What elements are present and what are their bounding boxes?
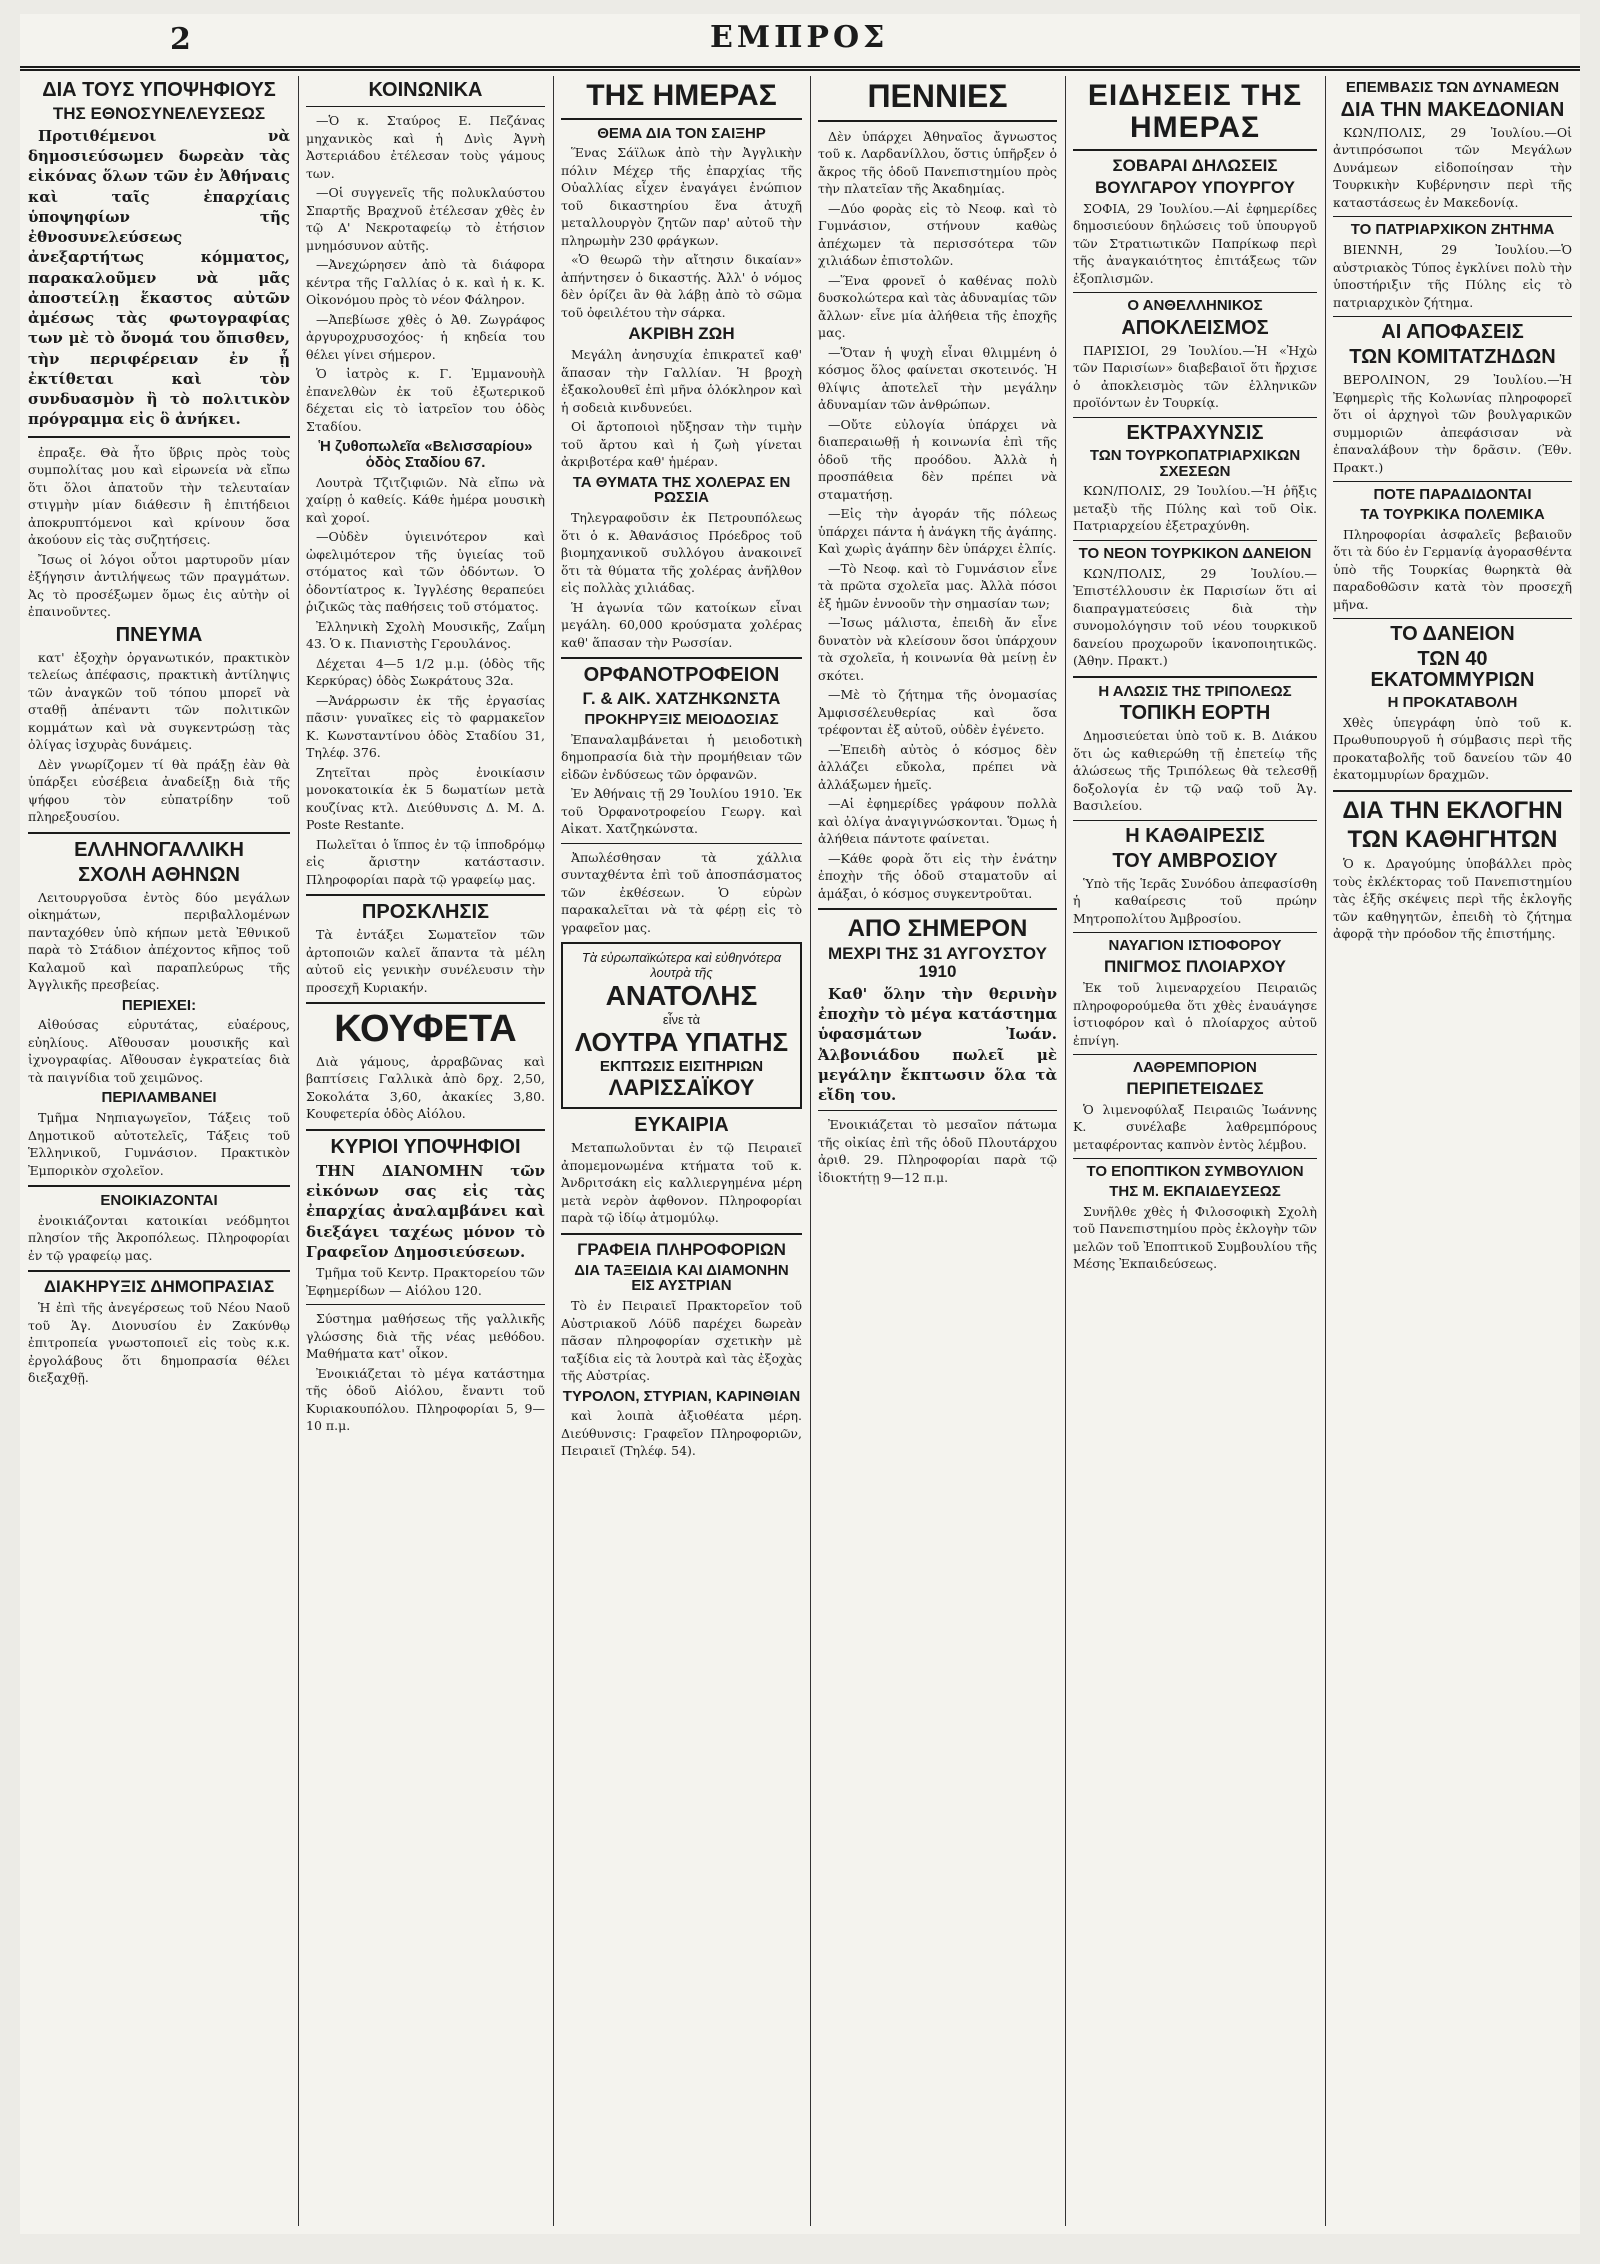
divider xyxy=(1333,316,1572,317)
newspaper-title: ΕΜΠΡΟΣ xyxy=(710,20,889,55)
headline: ΤΩΝ ΚΑΘΗΓΗΤΩΝ xyxy=(1347,825,1558,853)
subheading: ΠΡΟΚΗΡΥΞΙΣ ΜΕΙΟΔΟΣΙΑΣ xyxy=(584,710,779,728)
headline: ΤΗΣ ΕΘΝΟΣΥΝΕΛΕΥΣΕΩΣ xyxy=(52,104,266,123)
article-text: Ὁ λιμενοφύλαξ Πειραιῶς Ἰωάννης Κ. συνέλαβε λαθρεμπόρους μεταφέροντας καπνὸν ἐντὸς λέμβου. xyxy=(1073,1101,1317,1152)
subheading: ΠΟΤΕ ΠΑΡΑΔΙΔΟΝΤΑΙ xyxy=(1373,486,1532,503)
headline: ΔΙΑ ΤΟΥΣ ΥΠΟΨΗΦΙΟΥΣ xyxy=(42,79,276,101)
article-text: Ἐπαναλαμβάνεται ἡ μειοδοτικὴ δημοπρασία διὰ τὴν προμήθειαν τῶν εἰδῶν ἐνδύσεως τῶν ὀρφανῶν. xyxy=(561,731,802,782)
headline: ΠΕΡΙΠΕΤΕΙΩΔΕΣ xyxy=(1126,1078,1264,1098)
column-1 xyxy=(20,76,298,2226)
article-text: Ἐνοικιάζεται τὸ μεσαῖον πάτωμα τῆς οἰκίας ἐπὶ τῆς ὁδοῦ Πλουτάρχου ἀριθ. 29. Πληροφορίαι παρὰ τῷ ἰδιοκτήτῃ 9—12 π.μ. xyxy=(818,1117,1057,1185)
article-text: ἐνοικιάζονται κατοικίαι νεόδμητοι πλησίον τῆς Ἀκροπόλεως. Πληροφορίαι ἐν τῷ γραφείῳ μας. xyxy=(28,1212,290,1263)
headline: ΕΥΚΑΙΡΙΑ xyxy=(634,1114,729,1137)
article-text: —Μὲ τὸ ζήτημα τῆς ὀνομασίας Ἀμφισσέλευθερίας καὶ ὅσα τρέφονται ἐξ αὐτοῦ, οὐδὲν ἐγένετο. xyxy=(818,687,1057,738)
article-text: ΚΩΝ/ΠΟΛΙΣ, 29 Ἰουλίου.—Ἡ ῥῆξις μεταξὺ τῆς Πύλης καὶ τοῦ Οἰκ. Πατριαρχείου ἐξετραχύνθη. xyxy=(1073,483,1317,534)
article-text: Δὲν γνωρίζομεν τί θὰ πράξῃ ἐὰν θὰ ὑπάρξει εὐσέβεια ἀναδείξῃ διὰ τῆς ψήφου τὸν εὐπατρίδην τοῦ πληρεξουσίου. xyxy=(28,756,290,825)
headline: ΚΥΡΙΟΙ ΥΠΟΨΗΦΙΟΙ xyxy=(330,1135,521,1158)
subheading: ΠΕΡΙΛΑΜΒΑΝΕΙ xyxy=(101,1089,217,1107)
headline: ΜΕΧΡΙ ΤΗΣ 31 ΑΥΓΟΥΣΤΟΥ 1910 xyxy=(828,944,1047,982)
divider xyxy=(1333,790,1572,792)
ad-line: ΛΑΡΙΣΣΑΪΚΟΥ xyxy=(608,1075,755,1101)
headline: ΕΛΛΗΝΟΓΑΛΛΙΚΗ xyxy=(74,838,244,861)
subheading: ΤΟ ΠΑΤΡΙΑΡΧΙΚΟΝ ΖΗΤΗΜΑ xyxy=(1350,221,1555,239)
headline: ΚΟΙΝΩΝΙΚΑ xyxy=(368,79,483,101)
divider xyxy=(818,1110,1057,1111)
article-text: ΚΩΝ/ΠΟΛΙΣ, 29 Ἰουλίου.—Ἐπιστέλλουσιν ἐκ Παρισίων ὅτι αἱ διαπραγματεύσεις διὰ τὴν συνομολόγησιν τοῦ νέου τουρκικοῦ δανείου προχωροῦν ἱκανοποιητικῶς. (Ἀθην. Πρακτ.) xyxy=(1073,565,1317,669)
article-text: —Τὸ Νεοφ. καὶ τὸ Γυμνάσιον εἶνε τὰ πρῶτα σχολεῖα μας. Ἀλλὰ πόσοι ἐξ ἡμῶν ἐννοοῦν τὴν σημασίαν των; xyxy=(818,560,1057,611)
article-text: Τμῆμα τοῦ Κεντρ. Πρακτορείου τῶν Ἐφημερίδων — Αἰόλου 120. xyxy=(306,1265,545,1298)
article-text: Ἀπωλέσθησαν τὰ χάλλια συνταχθέντα ἐπὶ τοῦ ἀποσπάσματος τῶν ἐκθέσεων. Ὁ εὑρὼν παρακαλεῖται νὰ τὰ φέρῃ εἰς τὸ γραφεῖον μας. xyxy=(561,849,802,935)
headline: Γ. & ΑΙΚ. ΧΑΤΖΗΚΩΝΣΤΑ xyxy=(582,689,781,709)
headline: ΤΗΣ ΗΜΕΡΑΣ xyxy=(586,79,777,112)
subheading: ΤΗΣ Μ. ΕΚΠΑΙΔΕΥΣΕΩΣ xyxy=(1109,1182,1281,1200)
page-number: 2 xyxy=(170,22,191,57)
divider xyxy=(306,1002,545,1004)
headline: ΠΕΝΝΙΕΣ xyxy=(867,78,1008,114)
divider xyxy=(1073,417,1317,418)
article-text: —Οἱ συγγενεῖς τῆς πολυκλαύστου Σπαρτῆς Βραχνοῦ ἐτέλεσαν χθὲς ἐν τῷ Α' Νεκροταφείῳ τὸ ἐτήσιον μνημόσυνον αὐτῆς. xyxy=(306,185,545,253)
advertisement-box xyxy=(561,942,802,1109)
ad-line: ΑΝΑΤΟΛΗΣ xyxy=(605,980,758,1012)
article-text: ἐπραξε. Θὰ ἦτο ὕβρις πρὸς τοὺς συμπολίτας μου καὶ εἰρωνεία νὰ εἴπω ὅτι ὅλοι ἀπατοῦν τὴν τελευταίαν στιγμὴν μίαν διάθεσιν ἢ ἐπιτήδειοι ἀποκρυπτόμενοι καὶ κρίνουν ὅσα ἀκούουν εἰς τὰς συζητήσεις. xyxy=(28,444,290,548)
column-2 xyxy=(298,76,553,2226)
article-text: Οἱ ἄρτοποιοὶ ηὔξησαν τὴν τιμὴν τοῦ ἄρτου καὶ ἡ ζωὴ γίνεται ἀκριβοτέρα καθ' ἡμέραν. xyxy=(561,419,802,470)
headline: ΓΡΑΦΕΙΑ ΠΛΗΡΟΦΟΡΙΩΝ xyxy=(577,1239,786,1259)
headline: ΑΙ ΑΠΟΦΑΣΕΙΣ xyxy=(1381,321,1524,343)
article-text: —Κάθε φορὰ ὅτι εἰς τὴν ἐνάτην ἐποχὴν τῆς ὁδοῦ σταματοῦν αἱ ἁμάξαι, ὁ κόσμος συγκεντροῦται. xyxy=(818,850,1057,901)
subheading: Η ΠΡΟΚΑΤΑΒΟΛΗ xyxy=(1387,694,1518,711)
subheading: ΤΑ ΘΥΜΑΤΑ ΤΗΣ ΧΟΛΕΡΑΣ ΕΝ ΡΩΣΣΙΑ xyxy=(572,473,791,507)
headline: ΑΠΟ ΣΗΜΕΡΟΝ xyxy=(847,915,1028,943)
headline: ΑΚΡΙΒΗ ΖΩΗ xyxy=(628,324,735,344)
article-text: Ὑπὸ τῆς Ἱερᾶς Συνόδου ἀπεφασίσθη ἡ καθαίρεσις τοῦ πρώην Μητροπολίτου Ἀμβροσίου. xyxy=(1073,875,1317,926)
article-text: Δημοσιεύεται ὑπὸ τοῦ κ. Β. Διάκου ὅτι ὡς καθιερώθη τῇ ἐπετείῳ τῆς ἁλώσεως τῆς Τριπόλεως θὰ τελεσθῇ δοξολογία ἐν τῷ ναῷ τοῦ Ἁγ. Βασιλείου. xyxy=(1073,728,1317,814)
subheading: Ο ΑΝΘΕΛΛΗΝΙΚΟΣ xyxy=(1127,297,1263,315)
article-text: «Ὁ θεωρῶ τὴν αἴτησιν δικαίαν» ἀπήντησεν ὁ δικαστής. Ἀλλ' ὁ νόμος δὲν ὁρίζει ἂν θὰ λάβῃ ἀπὸ τὸ σῶμα τοῦ ὀφειλέτου τὴν σάρκα. xyxy=(561,252,802,320)
article-text: Ἡ ἀγωνία τῶν κατοίκων εἶναι μεγάλη. 60,000 κρούσματα χολέρας καθ' ἅπασαν τὴν Ρωσσίαν. xyxy=(561,599,802,650)
divider xyxy=(28,1270,290,1272)
article-text: —Ἐπειδὴ αὐτὸς ὁ κόσμος δὲν ἀλλάζει εὔκολα, πρέπει νὰ ἀλλάξωμεν ἡμεῖς. xyxy=(818,741,1057,792)
divider xyxy=(561,1233,802,1235)
subheading: ΝΑΥΑΓΙΟΝ ΙΣΤΙΟΦΟΡΟΥ xyxy=(1108,937,1282,955)
article-text: Ὁ κ. Δραγούμης ὑποβάλλει πρὸς τοὺς ἐκλέκτορας τοῦ Πανεπιστημίου τὰς ἑξῆς σκέψεις περὶ τῆς ἐκλογῆς τῶν καθηγητῶν, ἐπειδὴ τὸ ζήτημα ἀφορᾷ τὴν πρόοδον τῆς ἐπιστήμης. xyxy=(1333,856,1572,942)
article-text: —Ἕνα φρονεῖ ὁ καθένας πολὺ δυσκολώτερα καὶ τὰς ἀδυναμίας τῶν ἄλλων· εἶνε μία ἀλήθεια τῆς ἐποχῆς μας. xyxy=(818,272,1057,341)
divider xyxy=(28,832,290,834)
divider xyxy=(1073,676,1317,678)
article-text: Προτιθέμενοι νὰ δημοσιεύσωμεν δωρεὰν τὰς εἰκόνας ὅλων τῶν ἐν Ἀθήναις καὶ ταῖς ἐπαρχίαις ὑποψηφίων τῆς ἐθνοσυνελεύσεως ἀνεξαρτήτως κόμματος, παρακαλοῦμεν νὰ μᾶς ἀποστείλῃ ἕκαστος αὐτῶν ἀμέσως τὰς φωτογραφίας των μὲ τὸ ὄνομά του ὄπισθεν, τὴν περιφέρειαν ἐν ᾗ ἐκτίθεται καὶ τὸν συνδυασμὸν ἢ τὸ πολιτικὸν πρόγραμμα εἰς ὃ ἀνήκει. xyxy=(28,126,290,429)
article-text: Διὰ γάμους, ἀρραβῶνας καὶ βαπτίσεις Γαλλικὰ ἀπὸ δρχ. 2,50, Σοκολάτα 3,60, ἀκακίες 3,80. Κουφετερία ὁδὸς Αἰόλου. xyxy=(306,1053,545,1122)
article-text: Μεταπωλοῦνται ἐν τῷ Πειραιεῖ ἀπομεμονωμένα κτήματα τοῦ κ. Ἀνδριτσάκη εἰς καλλιεργημένα μέρη μετὰ νερὸν ἀφθονον. Πληροφορίαι παρὰ τῷ ἰδίῳ ἀτμομύλῳ. xyxy=(561,1140,802,1226)
subheading: Ἡ ζυθοπωλεῖα «Βελισσαρίου» ὁδὸς Σταδίου 67. xyxy=(318,438,533,471)
subheading: ΕΝΟΙΚΙΑΖΟΝΤΑΙ xyxy=(100,1192,218,1210)
headline: ΤΩΝ 40 ΕΚΑΤΟΜΜΥΡΙΩΝ xyxy=(1370,648,1535,691)
article-text: ΤΗΝ ΔΙΑΝΟΜΗΝ τῶν εἰκόνων σας εἰς τὰς ἐπαρχίας ἀναλαμβάνει καὶ διεξάγει ταχέως μόνον τὸ Γραφεῖον Δημοσιεύσεων. xyxy=(306,1161,545,1261)
subheading: ΤΟ ΝΕΟΝ ΤΟΥΡΚΙΚΟΝ ΔΑΝΕΙΟΝ xyxy=(1078,544,1312,562)
article-text: —Οὔτε εὐλογία ὑπάρχει νὰ διαπεραιωθῇ ἡ κοινωνία ἐπὶ τῆς ὁδοῦ τῆς προόδου. Ἀλλὰ ἡ προσπάθεια δὲν πρέπει νὰ σταματήσῃ. xyxy=(818,416,1057,502)
subheading: ΘΕΜΑ ΔΙΑ ΤΟΝ ΣΑΙΞΗΡ xyxy=(597,124,766,142)
headline: ΕΙΔΗΣΕΙΣ ΤΗΣ ΗΜΕΡΑΣ xyxy=(1087,79,1303,144)
article-text: Ἡ ἐπὶ τῆς ἀνεγέρσεως τοῦ Νέου Ναοῦ τοῦ Ἁγ. Διονυσίου ἐν Ζακύνθῳ ἐπιτροπεία γνωστοποιεῖ εἰς τοὺς κ.κ. ἐργολάβους ὅτι δημοπρασία θέλει διεξαχθῇ. xyxy=(28,1300,290,1386)
article-text: —Εἰς τὴν ἀγοράν τῆς πόλεως ὑπάρχει πάντα ἡ ἀνάγκη τῆς ἀγάπης. Καὶ χωρὶς ἀγάπην δὲν ὑπάρχει ἐλπίς. xyxy=(818,506,1057,557)
divider xyxy=(1073,1158,1317,1159)
headline: ΕΚΤΡΑΧΥΝΣΙΣ xyxy=(1126,421,1264,444)
column-5 xyxy=(1065,76,1325,2226)
article-text: Λειτουργοῦσα ἐντὸς δύο μεγάλων οἰκημάτων, περιβαλλομένων πανταχόθεν ὑπὸ κήπων μετὰ Ἐθνικοῦ παρὰ τὸ Στάδιον ἀπέχοντος κῆπος τοῦ Καλαμοῦ καὶ παραπλεύρως τῆς Ἀγγλικῆς πρεσβείας. xyxy=(28,889,290,993)
divider xyxy=(1073,292,1317,293)
article-text: —Αἱ ἐφημερίδες γράφουν πολλὰ καὶ ὀλίγα ἀναγιγνώσκονται. Ὅμως ἡ ἀλήθεια πάντοτε φαίνεται. xyxy=(818,796,1057,847)
headline: ΤΟΥ ΑΜΒΡΟΣΙΟΥ xyxy=(1112,849,1278,872)
headline: ΠΝΙΓΜΟΣ ΠΛΟΙΑΡΧΟΥ xyxy=(1104,957,1286,977)
ad-line: ΕΚΠΤΩΣΙΣ ΕΙΣΙΤΗΡΙΩΝ xyxy=(599,1058,764,1076)
subheading: ΤΩΝ ΤΟΥΡΚΟΠΑΤΡΙΑΡΧΙΚΩΝ ΣΧΕΣΕΩΝ xyxy=(1089,446,1301,480)
divider xyxy=(818,120,1057,122)
headline: ΤΟ ΔΑΝΕΙΟΝ xyxy=(1390,623,1515,645)
divider xyxy=(561,118,802,120)
divider xyxy=(1073,540,1317,541)
article-text: —Ἀνάρρωσιν ἐκ τῆς ἐργασίας πᾶσιν· γυναῖκες εἰς τὸ φαρμακεῖον Κ. Κωνσταντίνου ὁδὸς Σταδίου 31, Τηλέφ. 376. xyxy=(306,692,545,760)
article-text: Ἐλληνικὴ Σχολὴ Μουσικῆς, Ζαΐμη 43. Ὁ κ. Πιανιστὴς Γερουλάνος. xyxy=(306,618,545,651)
article-text: Ἐκ τοῦ λιμεναρχείου Πειραιῶς πληροφορούμεθα ὅτι χθὲς ἐναυάγησε ἱστιοφόρον καὶ ὁ πλοίαρχος αὐτοῦ ἐπνίγη. xyxy=(1073,980,1317,1048)
headline: ΠΡΟΣΚΛΗΣΙΣ xyxy=(361,901,490,923)
headline: ΔΙΑΚΗΡΥΞΙΣ ΔΗΜΟΠΡΑΣΙΑΣ xyxy=(43,1277,275,1297)
subheading: ΤΥΡΟΛΟΝ, ΣΤΥΡΙΑΝ, ΚΑΡΙΝΘΙΑΝ xyxy=(562,1387,801,1405)
article-text: ΒΕΡΟΛΙΝΟΝ, 29 Ἰουλίου.—Ἡ Ἐφημερὶς τῆς Κολωνίας πληροφορεῖ ὅτι οἱ ἀρχηγοὶ τῶν βουλγαρικῶν συμμοριῶν ἀπεφάσισαν νὰ ἐπαναλάβουν τὴν δρᾶσιν. (Ἐθν. Πρακτ.) xyxy=(1333,372,1572,475)
ad-line: ΛΟΥΤΡΑ ΥΠΑΤΗΣ xyxy=(574,1027,789,1058)
headline: ΚΟΥΦΕΤΑ xyxy=(334,1008,517,1050)
ad-line: εἶνε τὰ xyxy=(662,1012,701,1028)
divider xyxy=(28,1185,290,1187)
divider xyxy=(306,1129,545,1131)
article-text: ΣΟΦΙΑ, 29 Ἰουλίου.—Αἱ ἐφημερίδες δημοσιεύουν δηλώσεις τοῦ ὑπουργοῦ τῶν Στρατιωτικῶν Παπρίκωφ περὶ τῆς ἀναγκαιότητος ἐπιτάξεως τῶν ἐξοπλισμῶν. xyxy=(1073,200,1317,286)
subheading: ΕΠΕΜΒΑΣΙΣ ΤΩΝ ΔΥΝΑΜΕΩΝ xyxy=(1345,79,1560,96)
article-text: Τηλεγραφοῦσιν ἐκ Πετρουπόλεως ὅτι ὁ κ. Ἀθανάσιος Πρόεδρος τοῦ βιομηχανικοῦ συλλόγου ἀνακοινεῖ ὅτι τὰ θύματα τῆς χολέρας ἀνῆλθον εἰς πολλὰς χιλιάδας. xyxy=(561,510,802,596)
column-3 xyxy=(553,76,810,2226)
divider xyxy=(306,106,545,107)
article-text: —Ὅταν ἡ ψυχὴ εἶναι θλιμμένη ὁ κόσμος ὅλος φαίνεται σκοτεινός. Ἡ θλίψις ἀποτελεῖ τὴν μεγάλην ἀδυναμίαν τῶν ἀνθρώπων. xyxy=(818,344,1057,413)
article-text: Συνῆλθε χθὲς ἡ Φιλοσοφικὴ Σχολὴ τοῦ Πανεπιστημίου πρὸς ἐκλογὴν τῶν μελῶν τοῦ Ἐποπτικοῦ Συμβουλίου τῆς Μέσης Ἐκπαιδεύσεως. xyxy=(1073,1203,1317,1272)
article-text: Τμῆμα Νηπιαγωγεῖον, Τάξεις τοῦ Δημοτικοῦ αὐτοτελεῖς, Τάξεις τοῦ Ἑλληνικοῦ, Γυμνάσιον. Πρακτικὸν Ἐμπορικὸν σχολεῖον. xyxy=(28,1110,290,1178)
headline: ΟΡΦΑΝΟΤΡΟΦΕΙΟΝ xyxy=(583,664,780,687)
divider xyxy=(561,657,802,659)
article-text: Καθ' ὅλην τὴν θερινὴν ἐποχὴν τὸ μέγα κατάστημα ὑφασμάτων Ἰωάν. Ἀλβονιάδου πωλεῖ μὲ μεγάλην ἔκπτωσιν ὅλα τὰ εἴδη του. xyxy=(818,984,1057,1105)
article-text: Χθὲς ὑπεγράφη ὑπὸ τοῦ κ. Πρωθυπουργοῦ ἡ σύμβασις περὶ τῆς προκαταβολῆς τοῦ δανείου τῶν 40 ἑκατομμυρίων δραχμῶν. xyxy=(1333,714,1572,783)
article-text: Λουτρὰ Τζιτζιφιῶν. Νὰ εἴπω νὰ χαίρῃ ὁ καθείς. Κάθε ἡμέρα μουσικὴ καὶ χοροί. xyxy=(306,474,545,525)
article-text: Ἐνοικιάζεται τὸ μέγα κατάστημα τῆς ὁδοῦ Αἰόλου, ἔναντι τοῦ Κυριακουπόλου. Πληροφορίαι 5, 9—10 π.μ. xyxy=(306,1365,545,1434)
column-6 xyxy=(1325,76,1580,2226)
article-text: Τὰ ἐντάξει Σωματεῖον τῶν ἀρτοποιῶν καλεῖ ἅπαντα τὰ μέλη αὐτοῦ εἰς γενικὴν συνέλευσιν τὴν προσεχῆ Κυριακήν. xyxy=(306,927,545,995)
article-text: Δέχεται 4—5 1/2 μ.μ. (ὁδὸς τῆς Κερκύρας) ὁδὸς Σωκράτους 32α. xyxy=(306,655,545,688)
article-text: Ζητεῖται πρὸς ἐνοικίασιν μονοκατοικία ἐκ 5 δωματίων μετὰ κουζίνας κτλ. Διεύθυνσις Δ. Μ. Δ. Poste Restante. xyxy=(306,764,545,832)
headline: ΑΠΟΚΛΕΙΣΜΟΣ xyxy=(1121,316,1269,339)
article-text: Δὲν ὑπάρχει Ἀθηναῖος ἄγνωστος τοῦ κ. Λαρδανίλλου, ὅστις ὑπῆρξεν ὁ ἄκρος τῆς ὁδοῦ Πανεπιστημίου πρὸς τὴν πλατεῖαν τῆς Ἀκαδημίας. xyxy=(818,128,1057,197)
article-text: ΚΩΝ/ΠΟΛΙΣ, 29 Ἰουλίου.—Οἱ ἀντιπρόσωποι τῶν Μεγάλων Δυνάμεων εἰδοποίησαν τὴν Τουρκικὴν Κυβέρνησιν περὶ τῆς καταστάσεως ἐν Μακεδονίᾳ. xyxy=(1333,124,1572,210)
divider xyxy=(1073,1054,1317,1055)
headline: ΔΙΑ ΤΗΝ ΕΚΛΟΓΗΝ xyxy=(1342,796,1563,824)
article-text: —Ἰσως μάλιστα, ἐπειδὴ ἄν εἶνε δυνατὸν νὰ κλείσουν ὅσοι ὑπάρχουν τὰ σχολεῖα, ἡ κοινωνία θὰ μείνῃ ἐν σκότει. xyxy=(818,615,1057,683)
headline: Η ΚΑΘΑΙΡΕΣΙΣ xyxy=(1125,824,1265,847)
article-text: Ἴσως οἱ λόγοι οὗτοι μαρτυροῦν μίαν ἐξήγησιν ἀντιλήψεως τῶν πραγμάτων. Ἀς τὸ προσέξωμεν ὅμως ἐις αὐτὴν οἱ ἐπαινοῦντες. xyxy=(28,551,290,620)
article-text: ΒΙΕΝΝΗ, 29 Ἰουλίου.—Ὁ αὐστριακὸς Τύπος ἐγκλίνει πολὺ τὴν ὑποστήριξιν τῆς Πύλης εἰς τὸ πατριαρχικὸν ζήτημα. xyxy=(1333,242,1572,310)
article-text: —Ἀνεχώρησεν ἀπὸ τὰ διάφορα κέντρα τῆς Γαλλίας ὁ κ. καὶ ἡ κ. Κ. Οἰκονόμου πρὸς τὸ νέον Φάληρον. xyxy=(306,257,545,307)
newspaper-page xyxy=(20,14,1580,2234)
article-text: Ἐν Ἀθήναις τῇ 29 Ἰουλίου 1910. Ἐκ τοῦ Ὀρφανοτροφείου Γεωργ. καὶ Αἰκατ. Χατζηκώνστα. xyxy=(561,786,802,837)
article-text: Τὸ ἐν Πειραιεῖ Πρακτορεῖον τοῦ Αὐστριακοῦ Λόϋδ παρέχει δωρεὰν πᾶσαν πληροφορίαν σχετικὴν μὲ ταξίδια εἰς τὰ λουτρὰ καὶ τὰς ἐξοχὰς τῆς Αὐστρίας. xyxy=(561,1298,802,1384)
headline: ΔΙΑ ΤΗΝ ΜΑΚΕΔΟΝΙΑΝ xyxy=(1340,98,1565,121)
subheading: ΛΑΘΡΕΜΠΟΡΙΟΝ xyxy=(1133,1059,1257,1077)
divider xyxy=(306,894,545,896)
article-text: καὶ λοιπὰ ἀξιοθέατα μέρη. Διεύθυνσις: Γραφεῖον Πληροφοριῶν, Πειραιεῖ (Τηλέφ. 54). xyxy=(561,1408,802,1459)
divider xyxy=(306,1304,545,1305)
headline: ΤΟΠΙΚΗ ΕΟΡΤΗ xyxy=(1119,702,1271,725)
ad-line: Τὰ εὐρωπαϊκώτερα καὶ εὐθηνότερα λουτρὰ τῆς xyxy=(581,950,782,981)
divider xyxy=(818,908,1057,910)
subheading: ΤΑ ΤΟΥΡΚΙΚΑ ΠΟΛΕΜΙΚΑ xyxy=(1360,505,1545,523)
divider xyxy=(561,843,802,844)
article-text: Αἰθούσας εὐρυτάτας, εὐαέρους, εὐηλίους. Αἴθουσαν μουσικῆς καὶ ἰχνογραφίας. Αἴθουσαν ἐγκρατείας διὰ τὰ παιγνίδια τοῦ χειμῶνος. xyxy=(28,1017,290,1085)
divider xyxy=(1073,932,1317,933)
masthead xyxy=(20,14,1580,71)
divider xyxy=(28,436,290,438)
article-text: κατ' ἐξοχὴν ὀργανωτικόν, πρακτικὸν τελείως ἀπέφασις, πρακτικὴ ἀντίληψις τῶν ἀναγκῶν τοῦ τόπου μπορεῖ νὰ σταθῇ ἀπέναντι τῶν πολιτικῶν κομμάτων καὶ νὰ συγκεντρώσῃ τὰς ὀλίγας ἰσχυρὰς δυνάμεις. xyxy=(28,649,290,753)
article-text: —Ὁ κ. Σταύρος Ε. Πεζάνας μηχανικὸς καὶ ἡ Δνὶς Ἀγνὴ Ἀστεριάδου ἐτέλεσαν τοὺς γάμους των. xyxy=(306,113,545,181)
divider xyxy=(1333,481,1572,482)
column-4 xyxy=(810,76,1065,2226)
subheading: ΔΙΑ ΤΑΞΕΙΔΙΑ ΚΑΙ ΔΙΑΜΟΝΗΝ ΕΙΣ ΑΥΣΤΡΙΑΝ xyxy=(574,1261,789,1295)
headline: ΒΟΥΛΓΑΡΟΥ ΥΠΟΥΡΓΟΥ xyxy=(1095,177,1295,197)
headline: ΣΟΒΑΡΑΙ ΔΗΛΩΣΕΙΣ xyxy=(1112,156,1278,175)
divider xyxy=(1073,820,1317,821)
article-text: Μεγάλη ἀνησυχία ἐπικρατεῖ καθ' ἅπασαν τὴν Γαλλίαν. Ἡ βροχὴ ἐξακολουθεῖ ἐπὶ μῆνα ὁλόκληρον καὶ ἡ σοδειὰ κινδυνεύει. xyxy=(561,347,802,415)
article-text: —Ἀπεβίωσε χθὲς ὁ Ἀθ. Ζωγράφος ἀργυροχρυσοχόος· ἡ κηδεία του θέλει γίνει σήμερον. xyxy=(306,311,545,362)
headline: ΤΩΝ ΚΟΜΙΤΑΤΖΗΔΩΝ xyxy=(1349,346,1556,368)
article-text: Ἕνας Σάϊλωκ ἀπὸ τὴν Ἀγγλικὴν πόλιν Μέχερ τῆς ἐπαρχίας τῆς Οὐαλλίας εἶχεν ἐναγάγει ἐνώπιον τοῦ δικαστηρίου ἕνα ἀτυχῆ μεταλλουργὸν ζητῶν παρ' αὐτοῦ τὴν πληρωμὴν 230 φράγκων. xyxy=(561,145,802,248)
subheading: ΠΕΡΙΕΧΕΙ: xyxy=(121,996,197,1014)
article-text: Πωλεῖται ὁ ἵππος ἐν τῷ ἱπποδρόμῳ εἰς ἄριστην κατάστασιν. Πληροφορίαι παρὰ τῷ γραφείῳ μας. xyxy=(306,836,545,887)
article-text: Σύστημα μαθήσεως τῆς γαλλικῆς γλώσσης διὰ τῆς νέας μεθόδου. Μαθήματα κατ' οἶκον. xyxy=(306,1311,545,1362)
headline: ΣΧΟΛΗ ΑΘΗΝΩΝ xyxy=(78,863,240,886)
divider xyxy=(1073,149,1317,151)
divider xyxy=(1333,618,1572,619)
subheading: Η ΑΛΩΣΙΣ ΤΗΣ ΤΡΙΠΟΛΕΩΣ xyxy=(1098,682,1292,700)
headline: ΠΝΕΥΜΑ xyxy=(115,623,203,646)
article-text: —Οὐδὲν ὑγιεινότερον καὶ ὠφελιμότερον τῆς ὑγιείας τοῦ στόματος καὶ τῶν ὀδόντων. Ὁ ὀδοντίατρος κ. Ἰγγλέσης θεραπεύει ῥιζικῶς τὰς παθήσεις τοῦ στόματος. xyxy=(306,529,545,614)
article-text: ΠΑΡΙΣΙΟΙ, 29 Ἰουλίου.—Ἡ «Ἠχὼ τῶν Παρισίων» διαβεβαιοῖ ὅτι ἤρχισε ὁ ἀποκλεισμὸς τῶν ἑλληνικῶν προϊόντων ἐν Τουρκίᾳ. xyxy=(1073,342,1317,411)
article-text: —Δύο φορὰς εἰς τὸ Νεοφ. καὶ τὸ Γυμνάσιον, στήνουν καθὼς ἀπέχωμεν τὰ περισσότερα τῶν χιλιάδων ἐπιστολῶν. xyxy=(818,200,1057,269)
article-text: Ὁ ἰατρὸς κ. Γ. Ἐμμανουὴλ ἐπανελθὼν ἐκ τοῦ ἐξωτερικοῦ δέχεται εἰς τὸ ἰατρεῖον του ὁδὸς Σταδίου. xyxy=(306,366,545,434)
subheading: ΤΟ ΕΠΟΠΤΙΚΟΝ ΣΥΜΒΟΥΛΙΟΝ xyxy=(1086,1163,1304,1181)
divider xyxy=(1333,216,1572,217)
article-text: Πληροφορίαι ἀσφαλεῖς βεβαιοῦν ὅτι τὰ δύο ἐν Γερμανίᾳ ἀγορασθέντα ὑπὸ τῆς Τουρκίας θωρηκτὰ θὰ παραδοθῶσιν κατὰ τὸν προσεχῆ μῆνα. xyxy=(1333,526,1572,612)
